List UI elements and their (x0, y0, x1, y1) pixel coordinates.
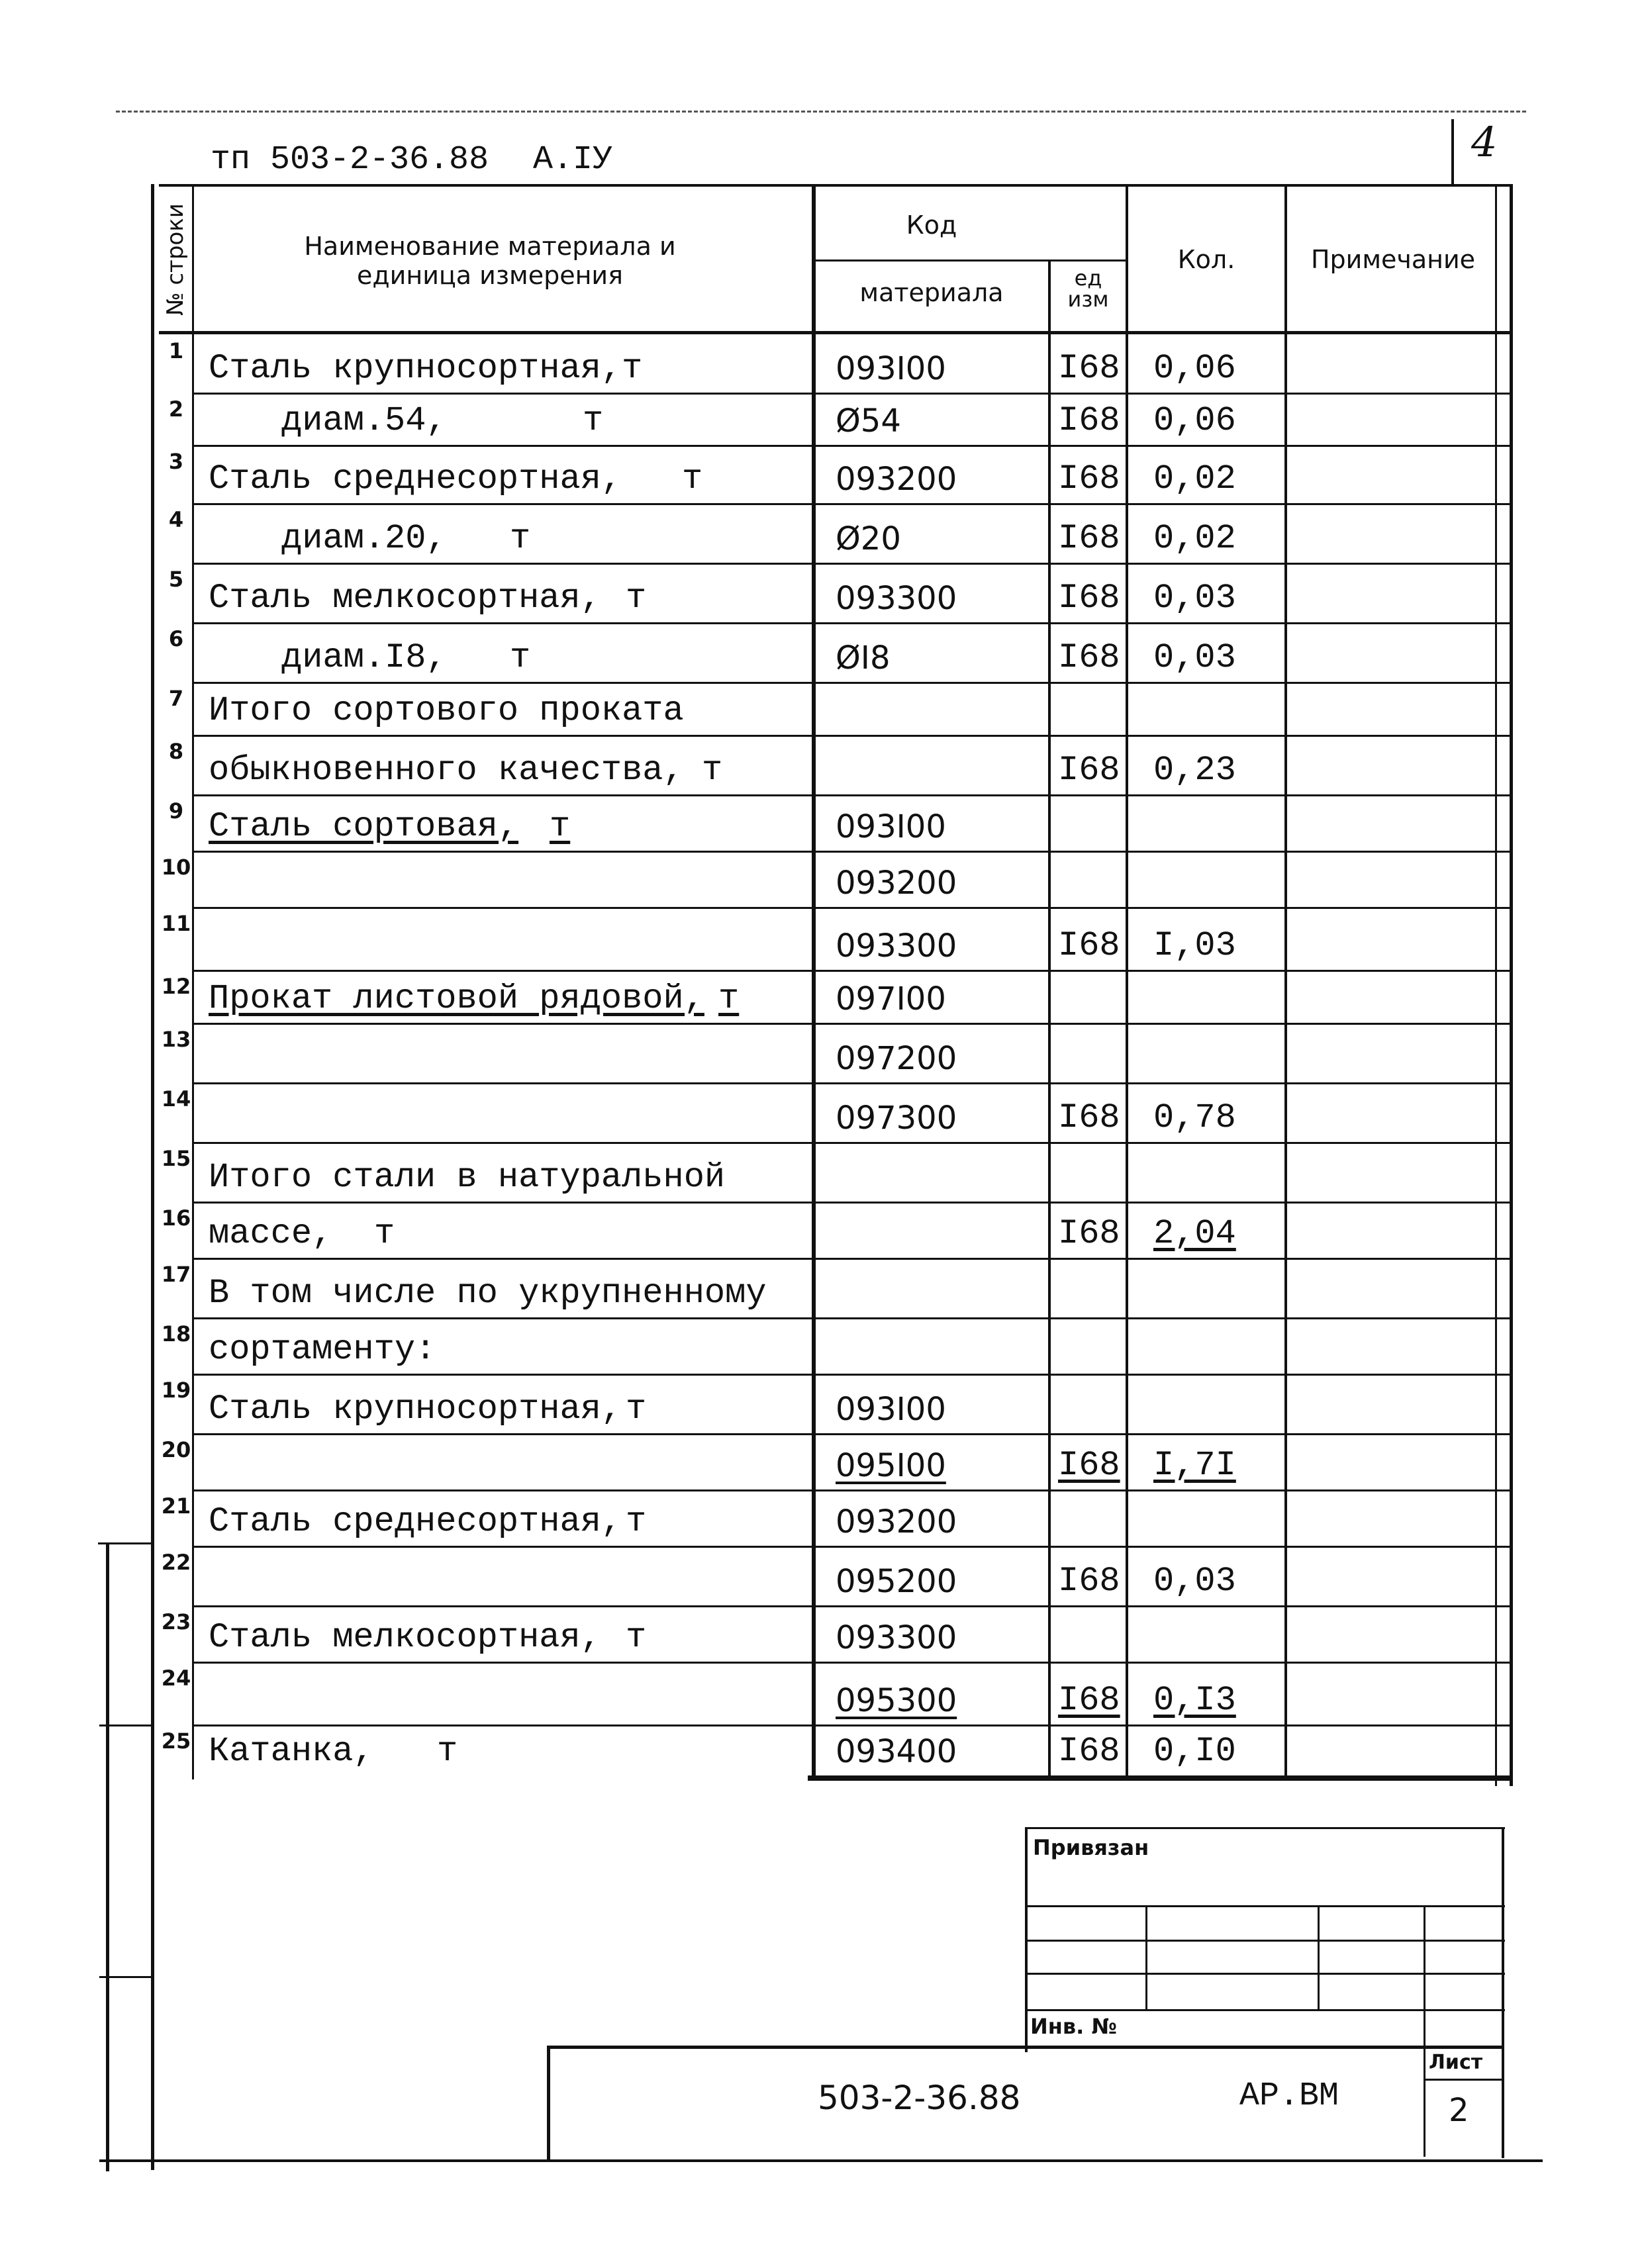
row-number: 2 (168, 397, 184, 422)
row-divider (192, 1433, 1510, 1435)
stamp-section: АР.ВМ (1239, 2077, 1339, 2115)
material-code: 093200 (836, 1503, 957, 1540)
row-divider (192, 1546, 1510, 1548)
binding-line-1 (98, 1542, 152, 1544)
stamp-grid-v3 (1424, 1905, 1425, 2157)
stamp-box-right (1502, 1827, 1504, 2158)
header-code-unit: ед изм (1067, 265, 1109, 312)
row-number: 14 (161, 1086, 191, 1111)
stamp-grid-h3 (1025, 1973, 1505, 1975)
row-divider (192, 563, 1510, 565)
material-name: Катанка, (209, 1732, 374, 1771)
material-code: 097I00 (836, 980, 946, 1017)
material-name: обыкновенного качества, (209, 751, 684, 790)
quantity-value: 0,06 (1153, 349, 1236, 388)
row-number: 3 (168, 449, 184, 474)
row-number: 10 (161, 855, 191, 880)
material-unit-suffix: т (626, 1618, 647, 1657)
row-divider (192, 970, 1510, 972)
material-name: Итого стали в натуральной (209, 1158, 726, 1197)
unit-code: I68 (1058, 459, 1120, 498)
row-number: 16 (161, 1205, 191, 1231)
material-unit-suffix: т (510, 519, 531, 558)
frame-top (159, 184, 1513, 187)
quantity-value: 0,03 (1153, 638, 1236, 677)
quantity-value: 0,02 (1153, 519, 1236, 558)
material-name: массе, (209, 1214, 333, 1253)
row-number: 17 (161, 1262, 191, 1287)
material-unit-suffix: т (550, 807, 571, 846)
material-code: 093200 (836, 461, 957, 498)
unit-code: I68 (1058, 519, 1120, 558)
material-code: 093400 (836, 1733, 957, 1770)
col-line-code (812, 184, 816, 1779)
material-code: Ø20 (836, 520, 901, 557)
unit-code: I68 (1058, 1681, 1120, 1720)
stamp-grid-h2 (1025, 1940, 1505, 1942)
row-divider (192, 735, 1510, 737)
header-note: Примечание (1310, 245, 1476, 274)
row-divider (192, 682, 1510, 684)
title-block-top (547, 2046, 1504, 2049)
row-number: 22 (161, 1550, 191, 1575)
sheet-box-divider (1424, 2079, 1503, 2081)
material-name: Сталь среднесортная, (209, 459, 622, 498)
row-divider (192, 1374, 1510, 1376)
material-code: 093300 (836, 927, 957, 965)
row-number: 21 (161, 1493, 191, 1519)
material-unit-suffix: т (626, 1502, 647, 1541)
material-name: Прокат листовой рядовой, (209, 979, 704, 1018)
unit-code: I68 (1058, 638, 1120, 677)
material-name: Итого сортового проката (209, 691, 684, 730)
row-divider (192, 1082, 1510, 1084)
material-name: диам.54, (281, 401, 447, 440)
unit-code: I68 (1058, 1446, 1120, 1485)
unit-code: I68 (1058, 1214, 1120, 1253)
row-number: 6 (168, 626, 184, 651)
quantity-value: 2,04 (1153, 1214, 1236, 1253)
stamp-box-top (1025, 1827, 1505, 1829)
row-number: 24 (161, 1666, 191, 1691)
row-number: 19 (161, 1378, 191, 1403)
material-name: сортаменту: (209, 1330, 436, 1369)
material-unit-suffix: т (718, 979, 740, 1018)
quantity-value: I,03 (1153, 926, 1236, 965)
quantity-value: 0,03 (1153, 579, 1236, 618)
col-line-qty (1126, 184, 1128, 1779)
row-number: 7 (168, 686, 184, 711)
material-unit-suffix: т (682, 459, 703, 498)
material-code: 093I00 (836, 1391, 946, 1428)
header-code-material: материала (859, 278, 1004, 307)
quantity-value: 0,I0 (1153, 1732, 1236, 1771)
quantity-value: 0,03 (1153, 1562, 1236, 1601)
row-number: 4 (168, 507, 184, 532)
header-row-number: № строки (162, 203, 189, 316)
quantity-value: 0,78 (1153, 1098, 1236, 1137)
header-quantity: Кол. (1177, 245, 1235, 274)
material-code: 095300 (836, 1682, 957, 1719)
unit-code: I68 (1058, 926, 1120, 965)
material-code: 093300 (836, 1619, 957, 1656)
row-number: 18 (161, 1321, 191, 1347)
row-number: 20 (161, 1437, 191, 1462)
stamp-grid-v2 (1318, 1905, 1320, 2011)
row-divider (192, 1489, 1510, 1491)
row-number: 25 (161, 1728, 191, 1754)
row-divider (192, 851, 1510, 853)
row-number: 1 (168, 338, 184, 363)
unit-code: I68 (1058, 349, 1120, 388)
row-divider (192, 1317, 1510, 1319)
quantity-value: 0,06 (1153, 401, 1236, 440)
binding-line-bottom (99, 2159, 1543, 2162)
material-code: 097200 (836, 1040, 957, 1077)
material-code: ØI8 (836, 639, 891, 677)
stamp-sheet-label: Лист (1429, 2051, 1483, 2074)
material-code: 093300 (836, 580, 957, 617)
header-code: Код (906, 211, 957, 240)
stamp-grid-h4 (1025, 2009, 1505, 2011)
row-divider (192, 622, 1510, 624)
row-number: 5 (168, 567, 184, 592)
material-code: 093I00 (836, 808, 946, 845)
material-unit-suffix: т (583, 401, 604, 440)
stamp-grid-v1 (1145, 1905, 1147, 2011)
stamp-sheet-number: 2 (1449, 2092, 1469, 2129)
material-name: Сталь сортовая, (209, 807, 519, 846)
material-name: диам.I8, (281, 638, 447, 677)
frame-right (1510, 184, 1513, 1786)
material-name: В том числе по укрупненному (209, 1274, 767, 1313)
material-unit-suffix: т (702, 751, 723, 790)
stamp-grid-h1 (1025, 1905, 1505, 1907)
header-name: Наименование материала и единица измерения (304, 232, 676, 290)
material-unit-suffix: т (510, 638, 531, 677)
document-label: тп 503-2-36.88 (211, 141, 489, 179)
row-number: 8 (168, 739, 184, 764)
row-number: 15 (161, 1146, 191, 1171)
header-subdivider (812, 260, 1128, 261)
row-divider (192, 794, 1510, 796)
material-code: 093I00 (836, 350, 946, 387)
stamp-bound-label: Привязан (1033, 1835, 1149, 1860)
material-name: Сталь крупносортная, (209, 1390, 622, 1429)
page-mark-divider (1451, 119, 1454, 185)
quantity-value: 0,02 (1153, 459, 1236, 498)
material-unit-suffix: т (374, 1214, 395, 1253)
row-number: 12 (161, 974, 191, 999)
quantity-value: 0,23 (1153, 751, 1236, 790)
material-name: Сталь крупносортная,т (209, 349, 643, 388)
quantity-value: I,7I (1153, 1446, 1236, 1485)
row-divider (192, 503, 1510, 505)
row-divider (192, 1605, 1510, 1607)
material-code: 097300 (836, 1100, 957, 1137)
row-divider (192, 1662, 1510, 1664)
material-name: диам.20, (281, 519, 447, 558)
material-code: Ø54 (836, 402, 901, 440)
material-name: Сталь мелкосортная, (209, 1618, 601, 1657)
material-unit-suffix: т (626, 579, 647, 618)
unit-code: I68 (1058, 579, 1120, 618)
title-block-left (547, 2046, 550, 2161)
top-dashed-rule (116, 111, 1526, 113)
material-code: 095I00 (836, 1447, 946, 1484)
unit-code: I68 (1058, 401, 1120, 440)
binding-vertical (106, 1542, 109, 2171)
quantity-value: 0,I3 (1153, 1681, 1236, 1720)
col-line-unit (1048, 260, 1051, 1779)
binding-line-3 (99, 1976, 152, 1978)
page-mark: 4 (1471, 118, 1498, 166)
row-divider (192, 1023, 1510, 1025)
material-code: 093200 (836, 865, 957, 902)
stamp-document-code: 503-2-36.88 (818, 2079, 1021, 2117)
table-bottom (808, 1775, 1513, 1781)
material-code: 095200 (836, 1563, 957, 1600)
album-label: А.IУ (533, 141, 613, 179)
row-divider (192, 393, 1510, 395)
material-unit-suffix: т (437, 1732, 458, 1771)
binding-line-2 (99, 1725, 152, 1726)
material-name: Сталь среднесортная, (209, 1502, 622, 1541)
stamp-inventory-label: Инв. № (1030, 2014, 1117, 2039)
row-divider (192, 1202, 1510, 1204)
material-name: Сталь мелкосортная, (209, 579, 601, 618)
unit-code: I68 (1058, 751, 1120, 790)
header-bottom (159, 331, 1510, 334)
unit-code: I68 (1058, 1098, 1120, 1137)
material-unit-suffix: т (626, 1390, 647, 1429)
row-divider (192, 907, 1510, 909)
row-divider (192, 1725, 1510, 1726)
unit-code: I68 (1058, 1562, 1120, 1601)
row-number: 11 (161, 911, 191, 936)
col-line-note (1284, 184, 1287, 1779)
row-divider (192, 445, 1510, 447)
row-divider (192, 1258, 1510, 1260)
unit-code: I68 (1058, 1732, 1120, 1771)
row-number: 23 (161, 1609, 191, 1634)
row-divider (192, 1142, 1510, 1144)
row-number: 9 (168, 798, 184, 824)
frame-left (151, 184, 154, 2170)
row-number: 13 (161, 1027, 191, 1052)
